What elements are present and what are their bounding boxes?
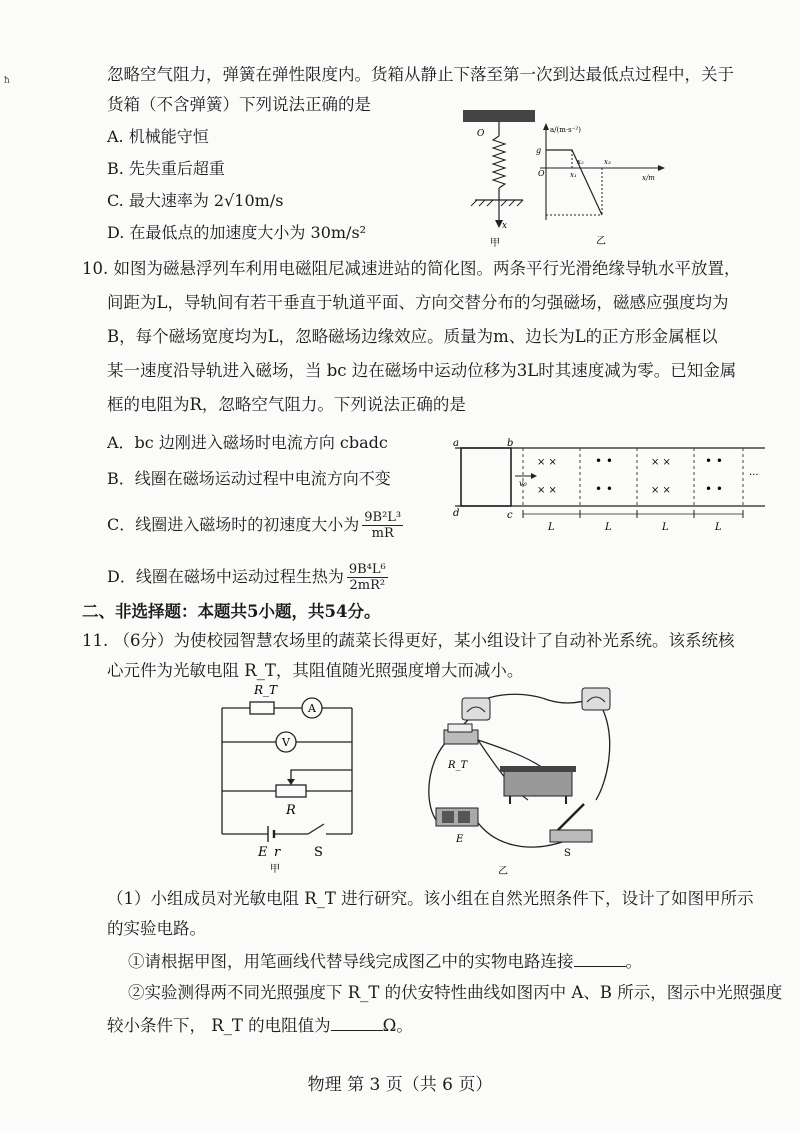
- q9-option-c: C. 最大速率为 2√10m/s: [107, 191, 284, 210]
- q10-line5: 框的电阻为R，忽略空气阻力。下列说法正确的是: [107, 395, 466, 414]
- svg-text:v₀: v₀: [519, 479, 527, 488]
- voltmeter-device: [582, 688, 610, 710]
- q10-option-c: C．线圈进入磁场时的初速度大小为 $\frac{\text{9B²L³}}{mR}$: [107, 510, 402, 541]
- q10-option-a: A．bc 边刚进入磁场时电流方向 cbadc: [107, 433, 388, 452]
- section-2-heading: 二、非选择题：本题共5小题，共54分。: [82, 602, 381, 621]
- ammeter-device: [462, 698, 490, 720]
- svg-text:• •: • •: [595, 454, 613, 468]
- svg-text:甲: 甲: [490, 238, 500, 249]
- answer-blank-1[interactable]: [574, 950, 626, 967]
- svg-text:x: x: [502, 221, 508, 231]
- svg-text:b: b: [507, 438, 514, 449]
- svg-text:O: O: [477, 129, 485, 139]
- svg-text:× ×: × ×: [651, 485, 671, 496]
- a-x-curve: [546, 150, 602, 215]
- svg-text:A: A: [308, 702, 316, 715]
- q9-option-a: A. 机械能守恒: [107, 127, 209, 146]
- q10-line2: 间距为L，导轨间有若干垂直于轨道平面、方向交替分布的匀强磁场，磁感应强度均为: [107, 293, 729, 312]
- svg-text:O: O: [538, 169, 545, 178]
- svg-text:L: L: [662, 522, 669, 533]
- q11-sub1-line2: 的实验电路。: [107, 919, 206, 938]
- svg-text:x₃: x₃: [604, 158, 611, 166]
- svg-text:x₁: x₁: [570, 171, 577, 179]
- svg-text:甲: 甲: [270, 864, 280, 875]
- q10-option-d: D．线圈在磁场中运动过程生热为 $\frac{\text{9B⁴L⁶}}{\text{2mR²}}$: [107, 562, 386, 593]
- svg-text:乙: 乙: [596, 236, 606, 247]
- svg-text:d: d: [453, 508, 460, 519]
- q11-line1: 11. （6分）为使校园智慧农场里的蔬菜长得更好，某小组设计了自动补光系统。该系统核: [82, 631, 735, 650]
- q9-option-b: B. 先失重后超重: [107, 159, 225, 178]
- q10-figure: [445, 436, 775, 540]
- svg-text:c: c: [507, 510, 513, 521]
- svg-text:• •: • •: [595, 482, 613, 496]
- svg-text:× ×: × ×: [537, 457, 557, 468]
- margin-mark: ħ: [4, 76, 10, 86]
- svg-text:V: V: [282, 736, 290, 749]
- svg-text:L: L: [715, 522, 722, 533]
- svg-text:R_T: R_T: [254, 683, 278, 697]
- svg-text:S: S: [564, 848, 571, 859]
- svg-text:g: g: [536, 146, 542, 155]
- svg-text:a: a: [453, 438, 459, 449]
- svg-text:L: L: [548, 522, 555, 533]
- svg-text:× ×: × ×: [651, 457, 671, 468]
- q10-line3: B，每个磁场宽度均为L，忽略磁场边缘效应。质量为m、边长为L的正方形金属框以: [107, 327, 718, 346]
- spring: [493, 136, 505, 188]
- svg-text:R: R: [286, 803, 296, 818]
- svg-text:E: E: [456, 834, 464, 845]
- svg-text:L: L: [605, 522, 612, 533]
- svg-text:x₂: x₂: [577, 158, 584, 166]
- photoresistor: [250, 702, 274, 714]
- q11-item1: ①请根据甲图，用笔画线代替导线完成图乙中的实物电路连接 。: [128, 952, 642, 971]
- svg-text:• •: • •: [705, 454, 723, 468]
- q10-option-b: B．线圈在磁场运动过程中电流方向不变: [107, 469, 391, 488]
- q9-stem-line2: 货箱（不含弹簧）下列说法正确的是: [107, 95, 371, 114]
- q11-circuit-jia: [210, 676, 370, 880]
- ceiling-block: [463, 110, 535, 122]
- svg-text:E: E: [258, 845, 268, 860]
- q9-option-d: D. 在最低点的加速度大小为 30m/s²: [107, 223, 367, 242]
- battery-device: [436, 808, 478, 826]
- rheostat-device: [500, 766, 576, 804]
- svg-text:a/(m·s⁻²): a/(m·s⁻²): [550, 126, 581, 134]
- switch-device: [550, 804, 592, 842]
- q11-line2: 心元件为光敏电阻 R_T，其阻值随光照强度增大而减小。: [107, 661, 524, 680]
- svg-text:r: r: [274, 845, 281, 860]
- svg-text:S: S: [314, 845, 323, 860]
- q11-apparatus-yi: [418, 680, 618, 884]
- q11-item2-line1: ②实验测得两不同光照强度下 R_T 的伏安特性曲线如图丙中 A、B 所示，图示中光照强度: [128, 983, 783, 1002]
- rheostat: [276, 785, 306, 797]
- q11-sub1-line1: （1）小组成员对光敏电阻 R_T 进行研究。该小组在自然光照条件下，设计了如图甲所示: [107, 889, 754, 908]
- q9-stem-line1: 忽略空气阻力，弹簧在弹性限度内。货箱从静止下落至第一次到达最低点过程中，关于: [107, 65, 734, 84]
- svg-text:乙: 乙: [498, 866, 508, 877]
- q9-figure-yi: [530, 120, 670, 254]
- photoresistor-device: [444, 724, 478, 744]
- svg-text:R_T: R_T: [448, 760, 468, 771]
- q11-item2-line2: 较小条件下， R_T 的电阻值为 Ω。: [107, 1016, 413, 1035]
- switch: [308, 824, 324, 834]
- q10-line4: 某一速度沿导轨进入磁场，当 bc 边在磁场中运动位移为3L时其速度减为零。已知金属: [107, 361, 737, 380]
- answer-blank-2[interactable]: [331, 1014, 383, 1031]
- metal-frame: [461, 448, 511, 506]
- svg-text:···: ···: [749, 470, 759, 481]
- svg-text:× ×: × ×: [537, 485, 557, 496]
- svg-text:x/m: x/m: [642, 174, 655, 182]
- svg-text:• •: • •: [705, 482, 723, 496]
- page-footer: 物理 第 3 页（共 6 页）: [307, 1075, 493, 1095]
- q10-line1: 10. 如图为磁悬浮列车利用电磁阻尼减速进站的简化图。两条平行光滑绝缘导轨水平放置，: [82, 259, 741, 278]
